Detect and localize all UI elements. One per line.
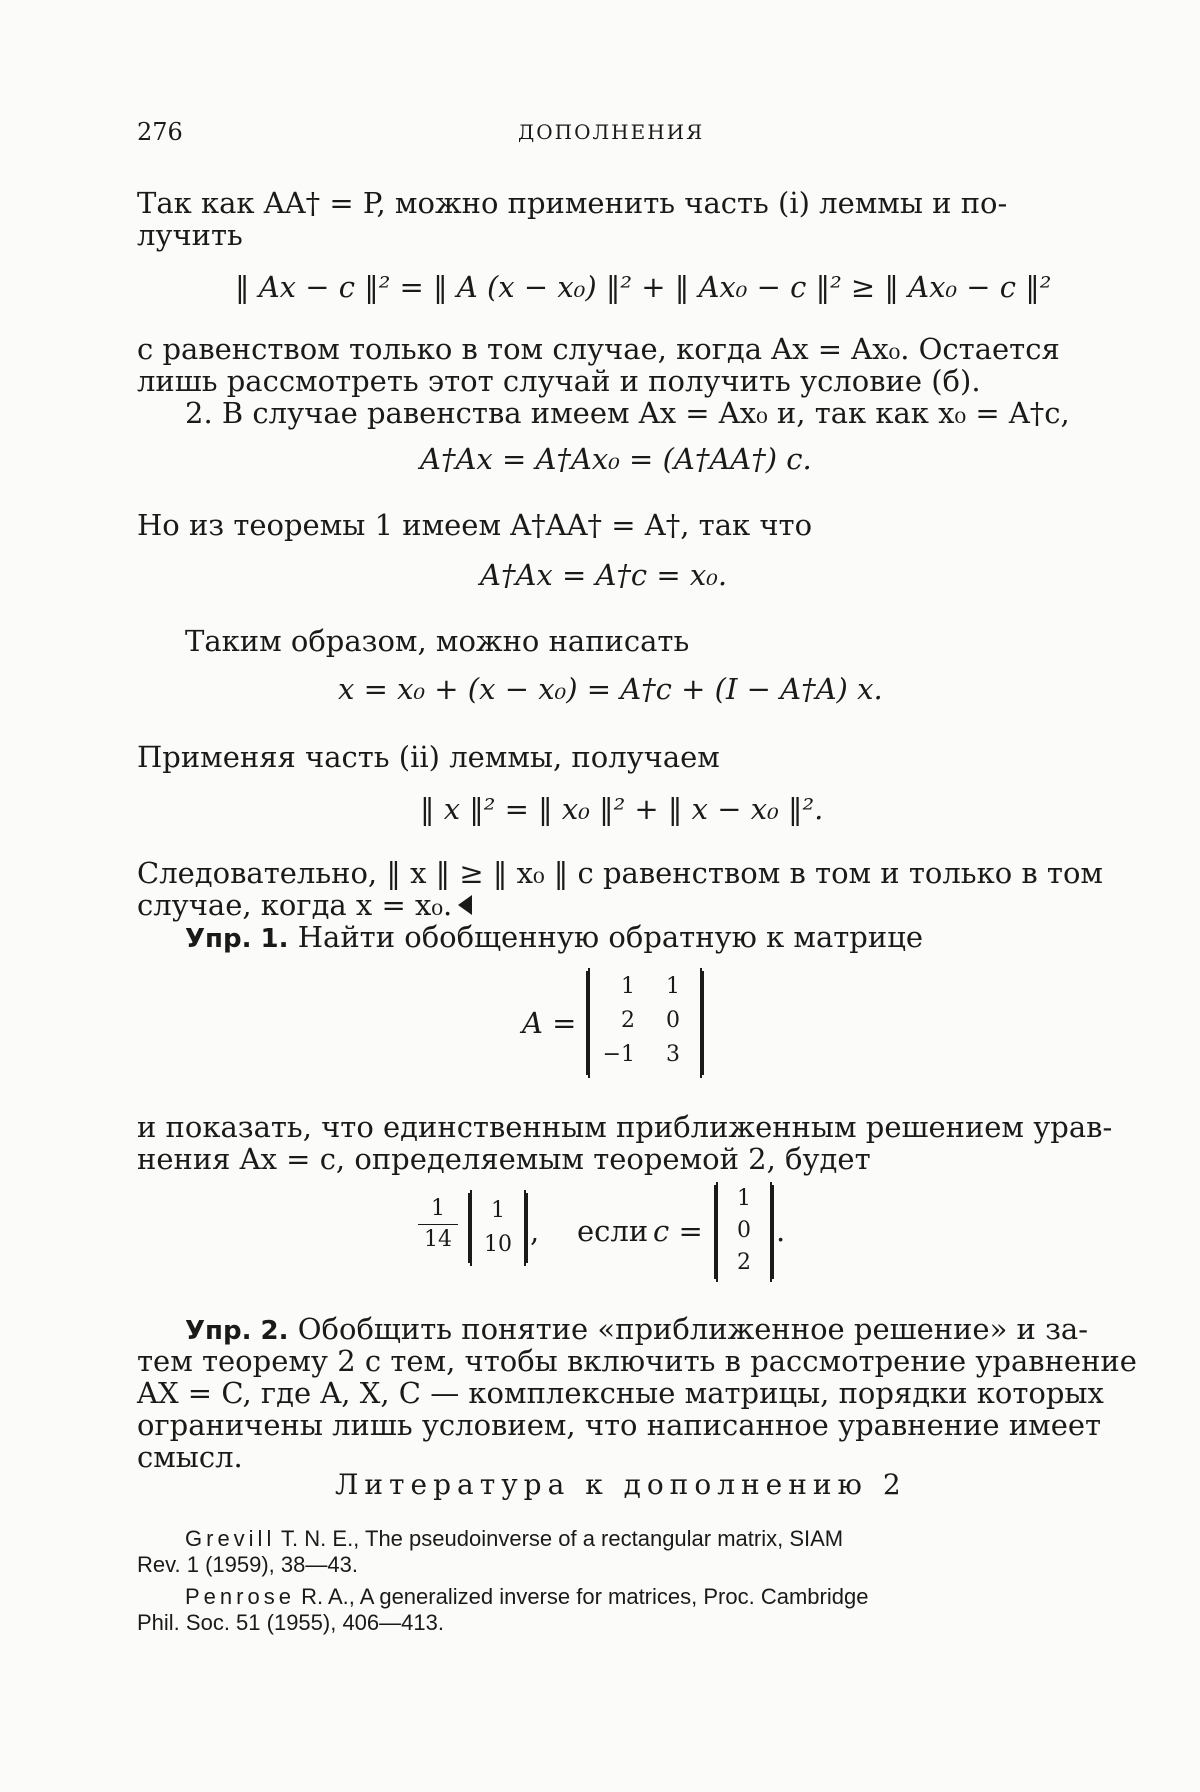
exercise-1 <box>185 920 923 956</box>
fraction <box>418 1196 458 1253</box>
equation-norm-expansion: ‖ Ax − c ‖² = ‖ A (x − x₀) ‖² + ‖ Ax₀ − c ‖² ≥ ‖ Ax₀ − c ‖² <box>235 270 1052 304</box>
vector-cell: 2 <box>737 1250 751 1275</box>
section-title: Литература к дополнению 2 <box>335 1468 907 1501</box>
reference-entry <box>185 1526 843 1552</box>
reference-entry-line: Rev. 1 (1959), 38—43. <box>137 1552 358 1577</box>
paragraph-line: лишь рассмотреть этот случай и получить условие (б). <box>137 364 981 398</box>
matrix-cell: 1 <box>621 974 635 999</box>
paragraph-line: смысл. <box>137 1440 243 1474</box>
paragraph-line: тем теорему 2 с тем, чтобы включить в рассмотрение уравнение <box>137 1344 1137 1378</box>
vector-c <box>716 1182 772 1282</box>
equation-2: A†Ax = A†Ax₀ = (A†AA†) c. <box>420 442 812 476</box>
vector-x <box>470 1190 526 1266</box>
paragraph-line: Но из теоремы 1 имеем A†AA† = A†, так что <box>137 508 813 542</box>
paragraph-line: Применяя часть (ii) леммы, получаем <box>137 740 720 774</box>
reference-author: Grevill <box>185 1526 276 1551</box>
c-lhs: c = <box>653 1214 703 1248</box>
equation-5: ‖ x ‖² = ‖ x₀ ‖² + ‖ x − x₀ ‖². <box>420 792 824 826</box>
matrix-cell: 0 <box>666 1008 680 1033</box>
paragraph-line: и показать, что единственным приближенным решением урав- <box>137 1110 1113 1144</box>
exercise-text: Обобщить понятие «приближенное решение» и за- <box>297 1312 1088 1346</box>
reference-entry <box>185 1584 868 1610</box>
reference-text: R. A., A generalized inverse for matrices, Proc. Cambridge <box>294 1584 869 1609</box>
vector-cell: 1 <box>491 1198 505 1223</box>
paragraph-line: нения Ax = c, определяемым теоремой 2, будет <box>137 1142 871 1176</box>
fraction-denominator: 14 <box>424 1227 452 1252</box>
page-number: 276 <box>137 118 183 146</box>
matrix-cell: 3 <box>666 1042 680 1067</box>
paragraph-line: ограничены лишь условием, что написанное уравнение имеет <box>137 1408 1102 1442</box>
equation-4: x = x₀ + (x − x₀) = A†c + (I − A†A) x. <box>338 672 883 706</box>
reference-entry-line: Phil. Soc. 51 (1955), 406—413. <box>137 1610 444 1635</box>
exercise-text: Найти обобщенную обратную к матрице <box>297 920 924 954</box>
vector-cell: 0 <box>737 1218 751 1243</box>
vector-cell: 10 <box>484 1232 512 1257</box>
paragraph-line: Таким образом, можно написать <box>185 624 690 658</box>
paragraph-line: 2. В случае равенства имеем Ax = Ax₀ и, так как x₀ = A†c, <box>185 396 1070 430</box>
paragraph-line: AX = C, где A, X, C — комплексные матрицы, порядки которых <box>137 1376 1104 1410</box>
comma: , <box>530 1214 540 1248</box>
exercise-2 <box>185 1312 1088 1348</box>
end-of-proof-icon <box>458 895 472 915</box>
paragraph-line: случае, когда x = x₀. <box>137 888 453 922</box>
if-word: если <box>577 1214 649 1248</box>
paragraph-line: с равенством только в том случае, когда Ax = Ax₀. Остается <box>137 332 1060 366</box>
fraction-numerator: 1 <box>431 1196 445 1221</box>
reference-author: Penrose <box>185 1584 295 1609</box>
matrix-A <box>588 968 702 1078</box>
paragraph-line: Так как AA† = P, можно применить часть (i) леммы и по- <box>137 186 1008 220</box>
vector-cell: 1 <box>737 1186 751 1211</box>
paragraph-line: лучить <box>137 218 243 252</box>
equation-3: A†Ax = A†c = x₀. <box>480 558 728 592</box>
matrix-lhs: A = <box>522 1006 577 1040</box>
running-title: ДОПОЛНЕНИЯ <box>518 120 705 144</box>
exercise-label: Упр. 1. <box>185 924 289 954</box>
matrix-cell: 2 <box>621 1008 635 1033</box>
exercise-label: Упр. 2. <box>185 1316 289 1346</box>
period: . <box>776 1214 786 1248</box>
paragraph-line: Следовательно, ‖ x ‖ ≥ ‖ x₀ ‖ с равенством в том и только в том <box>137 856 1103 890</box>
matrix-cell: 1 <box>666 974 680 999</box>
matrix-cell: −1 <box>602 1042 635 1067</box>
fraction-bar <box>418 1224 458 1225</box>
reference-text: T. N. E., The pseudoinverse of a rectangular matrix, SIAM <box>275 1526 844 1551</box>
